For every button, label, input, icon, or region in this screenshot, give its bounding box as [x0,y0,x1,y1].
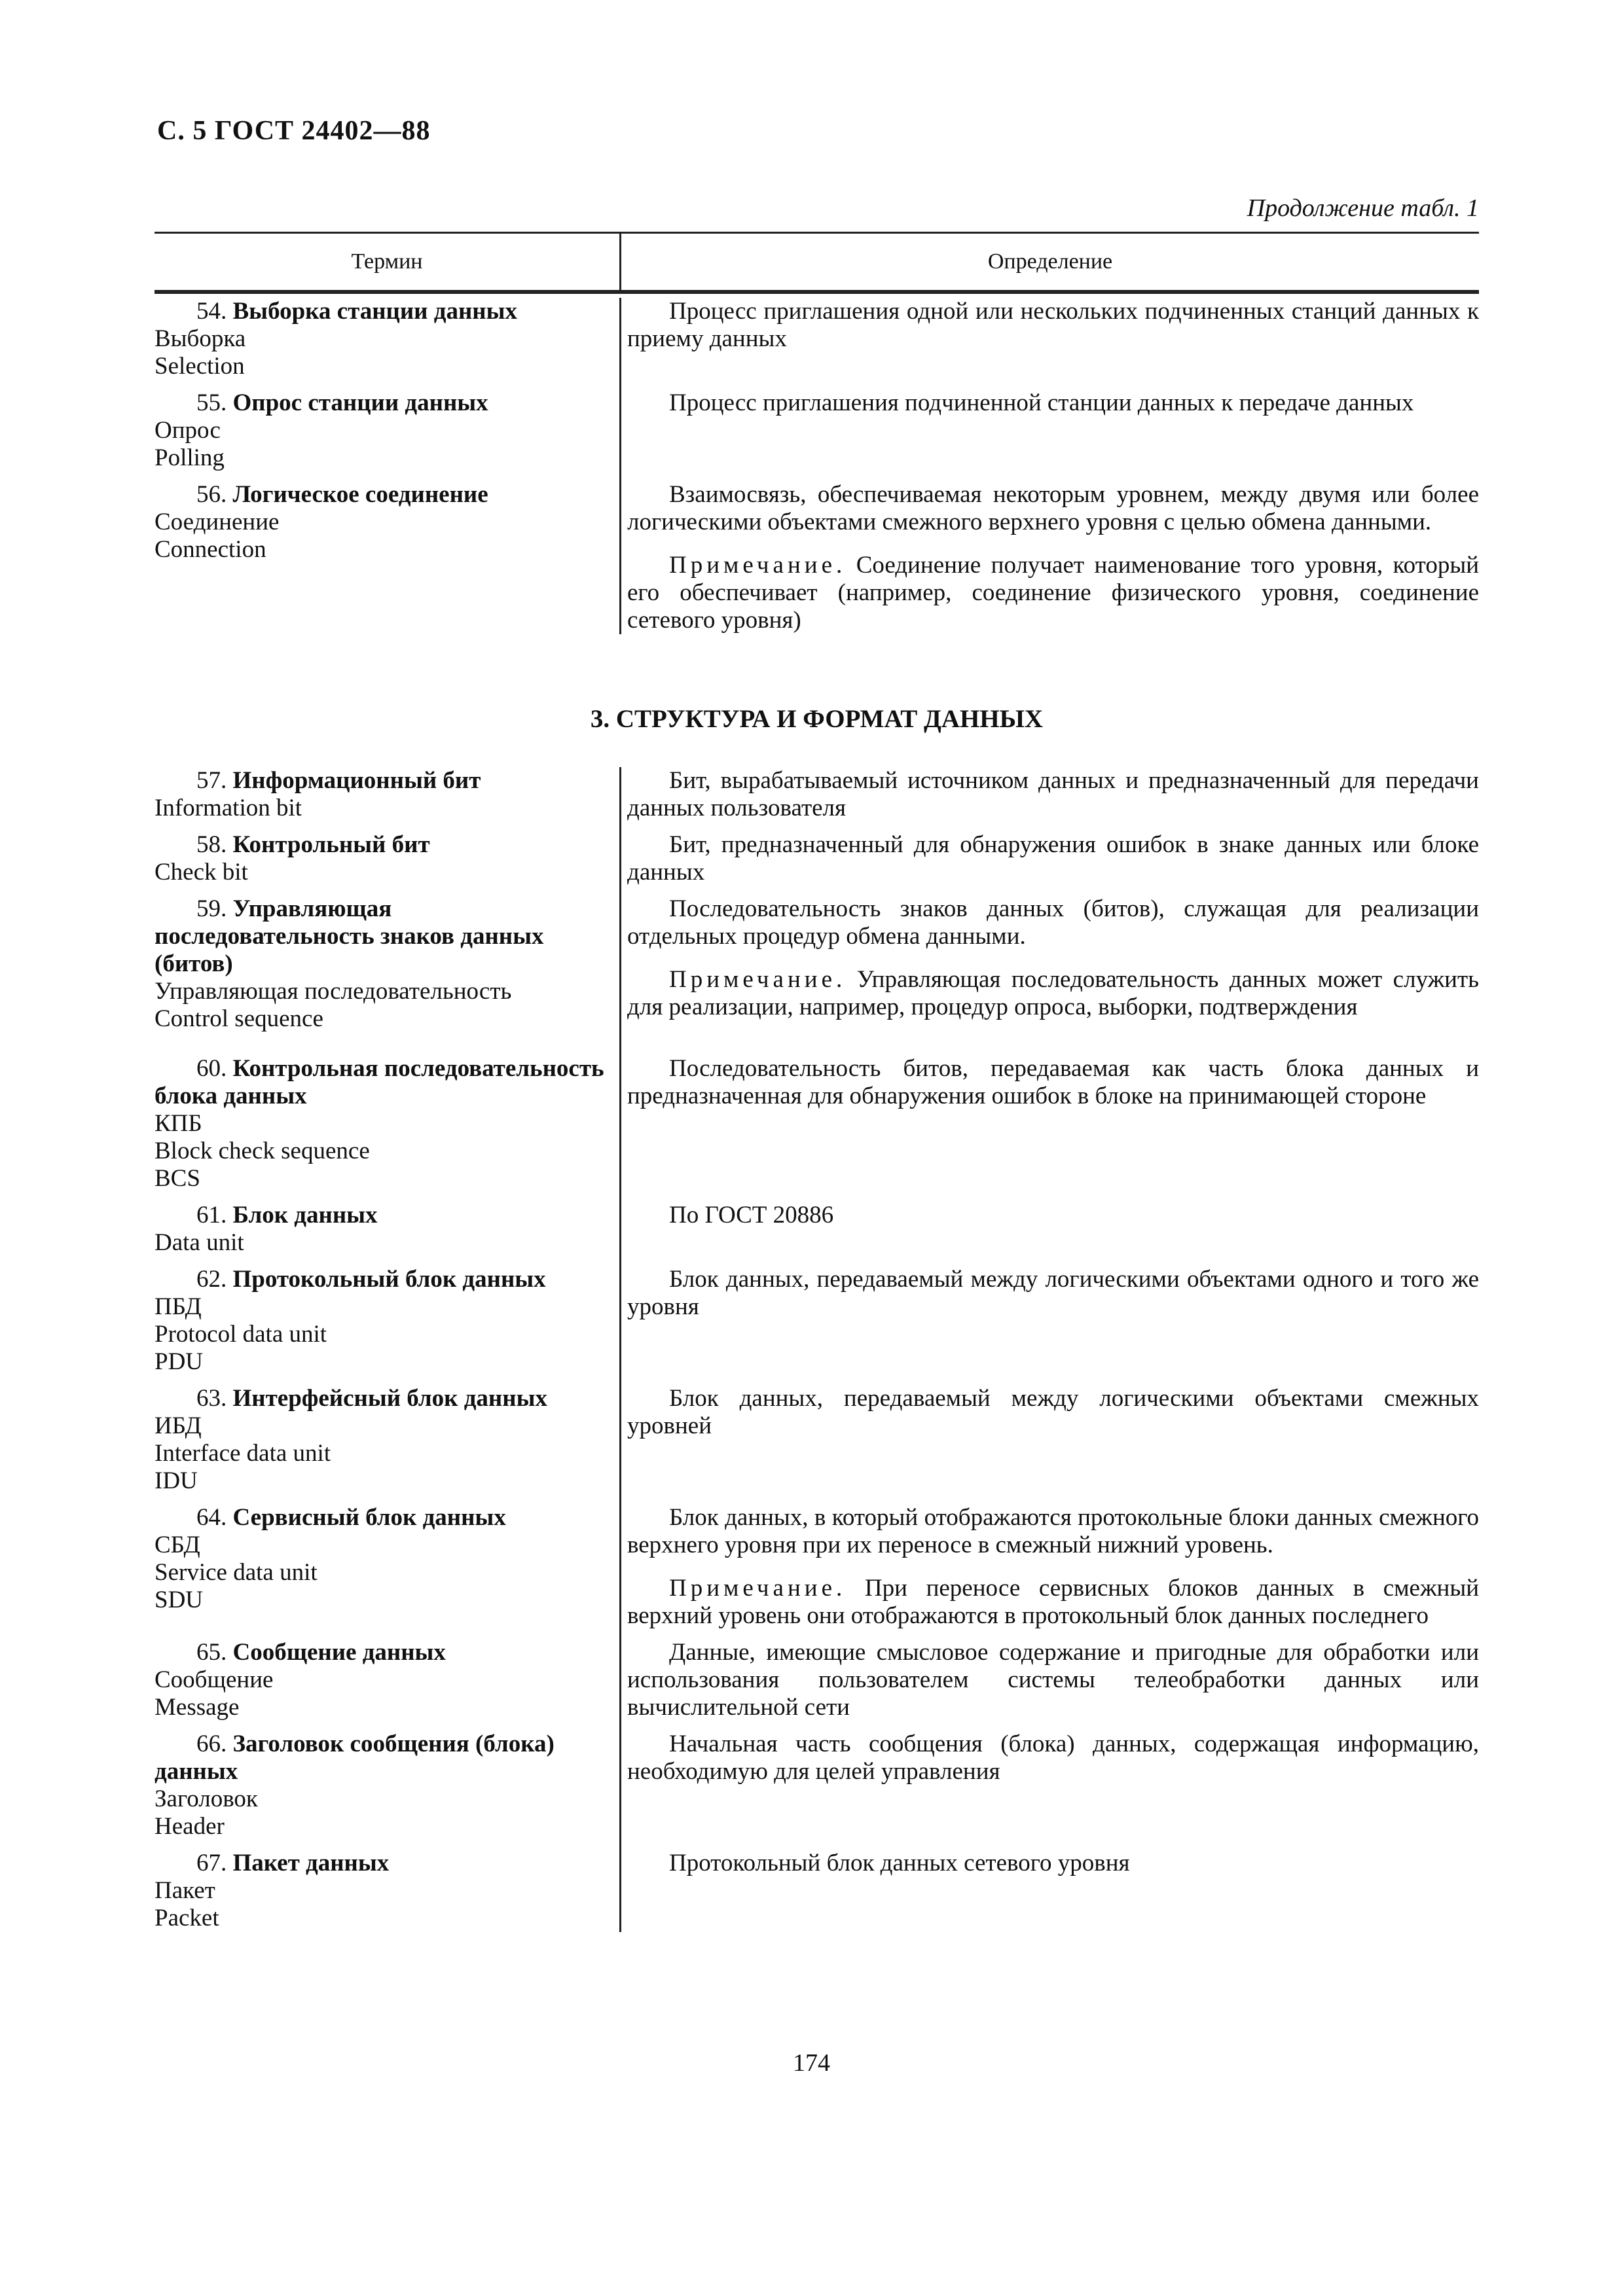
term-number: 67. [196,1850,227,1876]
term-synonym: IDU [155,1467,198,1494]
term-synonym: Header [155,1813,225,1840]
term-name: Информационный бит [232,767,481,794]
term-cell [155,298,619,380]
note-text: Управляющая последовательность данных может служить для реализации, например, процедур опроса, выборки, подтверждения [627,966,1479,1020]
definition-cell [619,1504,1479,1630]
term-heading [155,1202,606,1229]
note-text: Соединение получает наименование того уровня, который его обеспечивает (например, соединение физического уровня, соединение сетевого уровня) [627,552,1479,634]
definition-note [627,1575,1479,1630]
table-row [155,831,1479,886]
term-synonym: SDU [155,1587,204,1613]
table-continuation-label: Продолжение табл. 1 [1247,194,1479,222]
term-name: Интерфейсный блок данных [232,1385,547,1412]
table-row [155,1266,1479,1376]
term-number: 57. [196,767,227,794]
term-heading [155,1639,606,1666]
term-number: 58. [196,831,227,858]
term-name: Пакет данных [232,1850,390,1876]
column-divider [619,298,621,634]
term-synonym: Polling [155,444,225,471]
term-name: Контрольный бит [232,831,430,858]
term-synonym: Connection [155,536,266,563]
term-heading [155,831,606,859]
term-number: 59. [196,895,227,922]
term-cell [155,1850,619,1932]
term-name: Блок данных [232,1202,378,1229]
page-number: 174 [793,2049,830,2077]
definition-text: Бит, предназначенный для обнаружения ошибок в знаке данных или блоке данных [627,831,1479,886]
term-cell [155,767,619,822]
note-label: Примечание. [669,1575,847,1602]
term-cell [155,1202,619,1257]
term-heading [155,1385,606,1412]
definition-cell [619,1731,1479,1840]
term-synonym: Выборка [155,325,246,352]
term-number: 56. [196,481,227,508]
definition-cell [619,1266,1479,1376]
definition-text: Блок данных, передаваемый между логическими объектами одного и того же уровня [627,1266,1479,1320]
definition-text: Начальная часть сообщения (блока) данных, содержащая информацию, необходимую для целей управления [627,1731,1479,1785]
definition-cell [619,1055,1479,1193]
definition-cell [619,895,1479,1033]
table-row [155,389,1479,472]
definition-note [627,552,1479,634]
definition-text: Блок данных, передаваемый между логическими объектами смежных уровней [627,1385,1479,1439]
table-row [155,1850,1479,1932]
definition-cell [619,389,1479,472]
term-heading [155,767,606,795]
table-row [155,1639,1479,1721]
term-number: 60. [196,1055,227,1082]
definition-cell [619,1385,1479,1495]
term-synonym: Protocol data unit [155,1321,327,1348]
table-row [155,298,1479,380]
term-cell [155,1385,619,1495]
definition-cell [619,298,1479,380]
term-number: 61. [196,1202,227,1229]
term-cell [155,1639,619,1721]
term-synonym: Заголовок [155,1785,258,1812]
definition-note [627,966,1479,1021]
term-cell [155,1731,619,1840]
term-synonym: Control sequence [155,1005,323,1032]
definition-text: Последовательность битов, передаваемая как часть блока данных и предназначенная для обнаружения ошибок в блоке на принимающей стороне [627,1055,1479,1109]
term-synonym: BCS [155,1165,200,1192]
definition-text: Протокольный блок данных сетевого уровня [669,1850,1130,1876]
definition-text: Бит, вырабатываемый источником данных и предназначенный для передачи данных пользователя [627,767,1479,821]
term-heading [155,481,606,509]
term-synonym: PDU [155,1348,204,1375]
table-body-part-1 [155,298,1479,634]
term-name: Контрольная последовательность блока данных [155,1055,604,1109]
term-name: Управляющая последовательность знаков данных (битов) [155,895,544,977]
table-row [155,767,1479,822]
term-number: 64. [196,1504,227,1531]
term-number: 65. [196,1639,227,1666]
column-header-term: Термин [155,234,621,290]
definition-text: Процесс приглашения подчиненной станции данных к передаче данных [669,389,1414,416]
term-name: Сообщение данных [232,1639,446,1666]
term-synonym: Block check sequence [155,1138,370,1164]
table-row [155,1055,1479,1193]
table-row [155,1202,1479,1257]
definition-cell [619,1202,1479,1257]
table-body-part-2 [155,767,1479,1932]
table-row [155,1504,1479,1630]
term-synonym: Service data unit [155,1559,318,1586]
term-number: 63. [196,1385,227,1412]
term-heading [155,1850,606,1877]
definition-cell [619,1639,1479,1721]
term-heading [155,298,606,325]
table-row [155,481,1479,634]
term-heading [155,1055,606,1110]
definition-cell [619,767,1479,822]
term-number: 54. [196,298,227,325]
term-cell [155,481,619,634]
term-synonym: Data unit [155,1229,244,1256]
term-cell [155,1504,619,1630]
term-synonym: Опрос [155,417,221,444]
page-header: С. 5 ГОСТ 24402—88 [157,116,431,146]
term-cell [155,895,619,1033]
definition-text: Блок данных, в который отображаются протокольные блоки данных смежного верхнего уровня при их переносе в смежный нижний уровень. [627,1504,1479,1558]
term-cell [155,1055,619,1193]
section-title: 3. СТРУКТУРА И ФОРМАТ ДАННЫХ [590,705,1044,733]
column-divider [619,767,621,1932]
term-heading [155,389,606,417]
term-name: Опрос станции данных [232,389,488,416]
term-synonym: Selection [155,353,245,380]
term-synonym: КПБ [155,1110,202,1137]
definition-cell [619,1850,1479,1932]
term-name: Сервисный блок данных [232,1504,506,1531]
definition-text: Процесс приглашения одной или нескольких подчиненных станций данных к приему данных [627,298,1479,352]
term-synonym: СБД [155,1532,200,1558]
term-number: 66. [196,1731,227,1757]
terms-table-continued [155,767,1479,1932]
table-row [155,895,1479,1033]
term-heading [155,1266,606,1293]
term-synonym: ИБД [155,1412,202,1439]
term-synonym: Interface data unit [155,1440,331,1467]
terms-table [155,232,1479,634]
definition-cell [619,831,1479,886]
note-label: Примечание. [669,966,847,993]
table-row [155,1731,1479,1840]
term-synonym: Check bit [155,859,248,886]
definition-cell [619,481,1479,634]
term-number: 62. [196,1266,227,1293]
term-heading [155,1504,606,1532]
table-header [155,232,1479,294]
term-synonym: Message [155,1694,240,1721]
note-label: Примечание. [669,552,847,579]
term-synonym: Packet [155,1905,219,1931]
term-synonym: Пакет [155,1877,215,1904]
note-text: При переносе сервисных блоков данных в смежный верхний уровень они отображаются в протокольный блок данных последнего [627,1575,1480,1629]
term-synonym: ПБД [155,1293,202,1320]
term-name: Выборка станции данных [232,298,517,325]
term-cell [155,1266,619,1376]
term-number: 55. [196,389,227,416]
term-cell [155,389,619,472]
definition-text: Взаимосвязь, обеспечиваемая некоторым уровнем, между двумя или более логическими объектами смежного верхнего уровня с целью обмена данными. [627,481,1479,535]
term-name: Заголовок сообщения (блока) данных [155,1731,555,1785]
definition-text: Последовательность знаков данных (битов), служащая для реализации отдельных процедур обмена данными. [627,895,1479,950]
definition-text: По ГОСТ 20886 [669,1202,834,1229]
term-heading [155,1731,606,1785]
term-synonym: Управляющая последовательность [155,978,512,1005]
definition-text: Данные, имеющие смысловое содержание и пригодные для обработки или использования пользователем системы телеобработки данных или вычислительной сети [627,1639,1479,1721]
term-name: Логическое соединение [232,481,488,508]
term-synonym: Сообщение [155,1666,274,1693]
table-row [155,1385,1479,1495]
column-header-definition: Определение [987,249,1113,274]
term-heading [155,895,606,978]
term-name: Протокольный блок данных [232,1266,546,1293]
term-synonym: Соединение [155,509,280,535]
term-synonym: Information bit [155,795,302,821]
term-cell [155,831,619,886]
